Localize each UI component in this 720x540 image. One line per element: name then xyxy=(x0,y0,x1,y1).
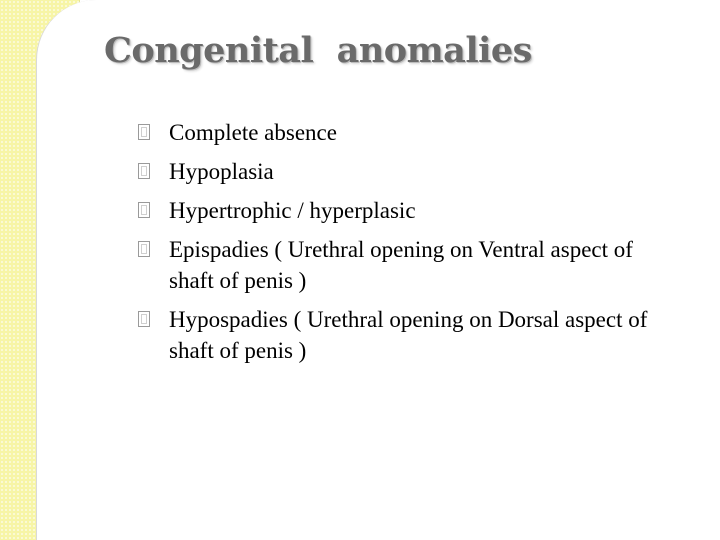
bullet-item-hypoplasia xyxy=(118,156,678,187)
bullet-item-hypertrophic xyxy=(118,195,678,226)
bullet-text: Hypospadies ( Urethral opening on Dorsal aspect of shaft of penis ) xyxy=(169,307,648,363)
bullet-text: Hypertrophic / hyperplasic xyxy=(169,198,416,223)
bullet-text: Hypoplasia xyxy=(169,159,274,184)
bullet-item-hypospadies xyxy=(118,304,678,366)
square-bullet-icon xyxy=(138,311,150,327)
square-bullet-icon xyxy=(138,241,150,257)
square-bullet-icon xyxy=(138,202,150,218)
bullet-list xyxy=(118,117,678,374)
square-bullet-icon xyxy=(138,163,150,179)
bullet-item-epispadies xyxy=(118,234,678,296)
bullet-text: Epispadies ( Urethral opening on Ventral aspect of shaft of penis ) xyxy=(169,237,633,293)
square-bullet-icon xyxy=(138,124,150,140)
slide-title: Congenital anomalies xyxy=(104,30,532,71)
bullet-text: Complete absence xyxy=(169,120,337,145)
bullet-item-complete-absence xyxy=(118,117,678,148)
